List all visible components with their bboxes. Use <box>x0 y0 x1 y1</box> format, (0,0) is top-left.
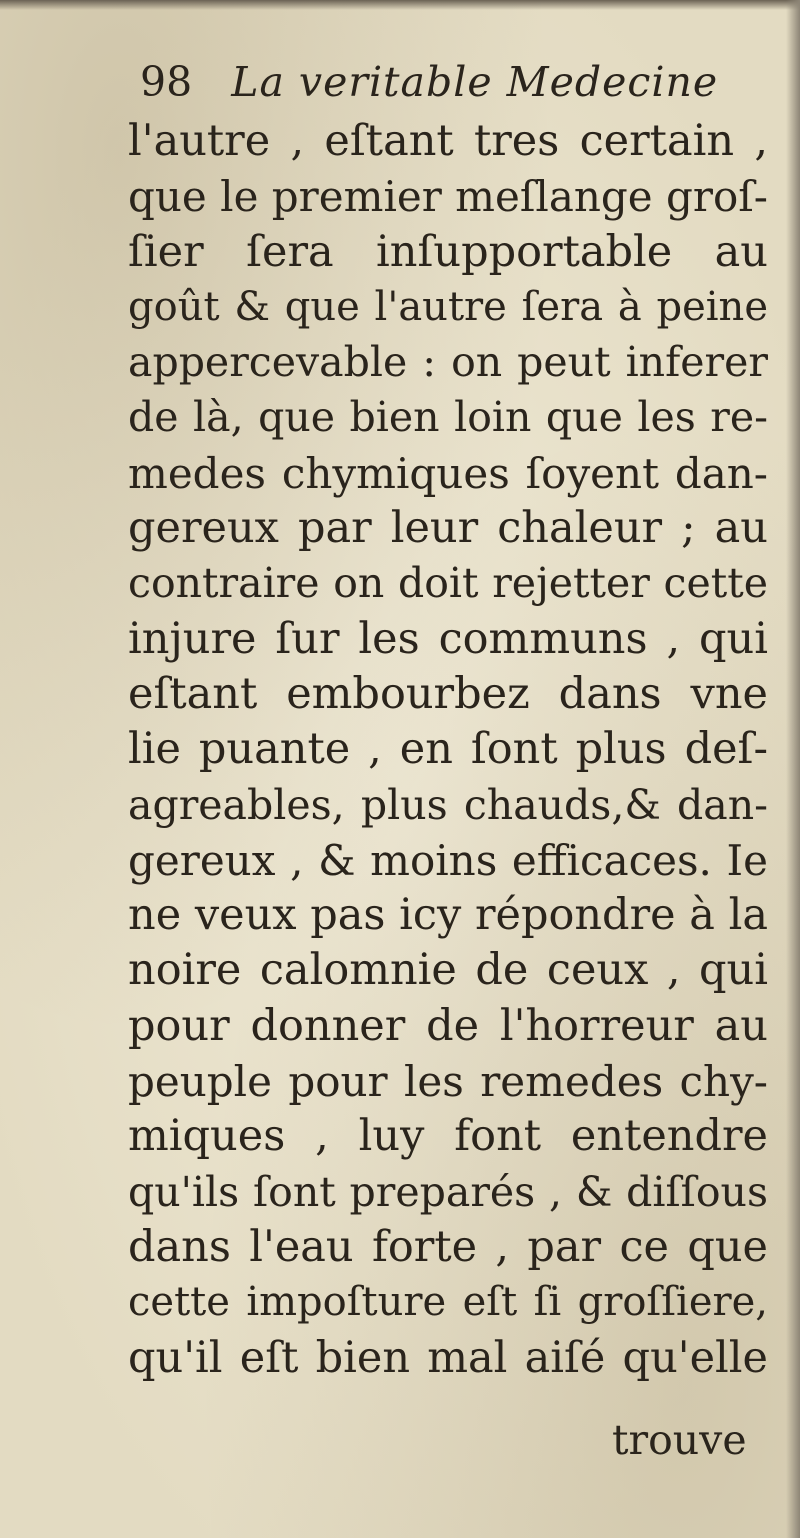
running-title: La veritable Medecine <box>231 58 719 106</box>
text-line: ſier ſera inſupportable au <box>128 226 768 277</box>
text-line: de là, que bien loin que les re- <box>128 393 768 442</box>
text-line: miques , luy font entendre <box>128 1111 768 1162</box>
text-line: noire calomnie de ceux , qui <box>128 945 768 996</box>
text-line: gereux , & moins efficaces. Ie <box>128 835 768 885</box>
text-line: agreables, plus chauds,& dan- <box>128 780 768 829</box>
page-number: 98 <box>140 58 193 106</box>
text-line: cette impoſture eſt ſi groſſiere, <box>128 1279 768 1326</box>
text-line: lie puante , en ſont plus deſ- <box>128 724 768 775</box>
text-line: ne veux pas icy répondre à la <box>128 890 768 941</box>
text-line: eſtant embourbez dans vne <box>128 668 768 719</box>
text-line: qu'ils ſont preparés , & diſſous <box>128 1167 768 1216</box>
text-line: l'autre , eſtant tres certain , <box>128 116 768 166</box>
running-head <box>140 58 718 106</box>
text-line: peuple pour les remedes chy- <box>128 1057 768 1107</box>
text-line: que le premier meſlange groſ- <box>128 172 768 222</box>
catchword: trouve <box>612 1416 747 1464</box>
text-line: appercevable : on peut inferer <box>128 338 768 387</box>
page-edge-shadow-top <box>0 0 800 10</box>
text-line: medes chymiques ſoyent dan- <box>128 448 768 498</box>
page-edge-shadow-right <box>786 0 800 1538</box>
body-text <box>128 114 768 1386</box>
text-line: injure ſur les communs , qui <box>128 613 768 664</box>
text-line: dans l'eau forte , par ce que <box>128 1221 768 1272</box>
text-line: gereux par leur chaleur ; au <box>128 503 768 554</box>
text-line: qu'il eſt bien mal aiſé qu'elle <box>128 1332 768 1383</box>
text-line: goût & que l'autre ſera à peine <box>128 283 768 330</box>
text-line: pour donner de l'horreur au <box>128 1000 768 1051</box>
text-line: contraire on doit rejetter cette <box>128 559 768 608</box>
